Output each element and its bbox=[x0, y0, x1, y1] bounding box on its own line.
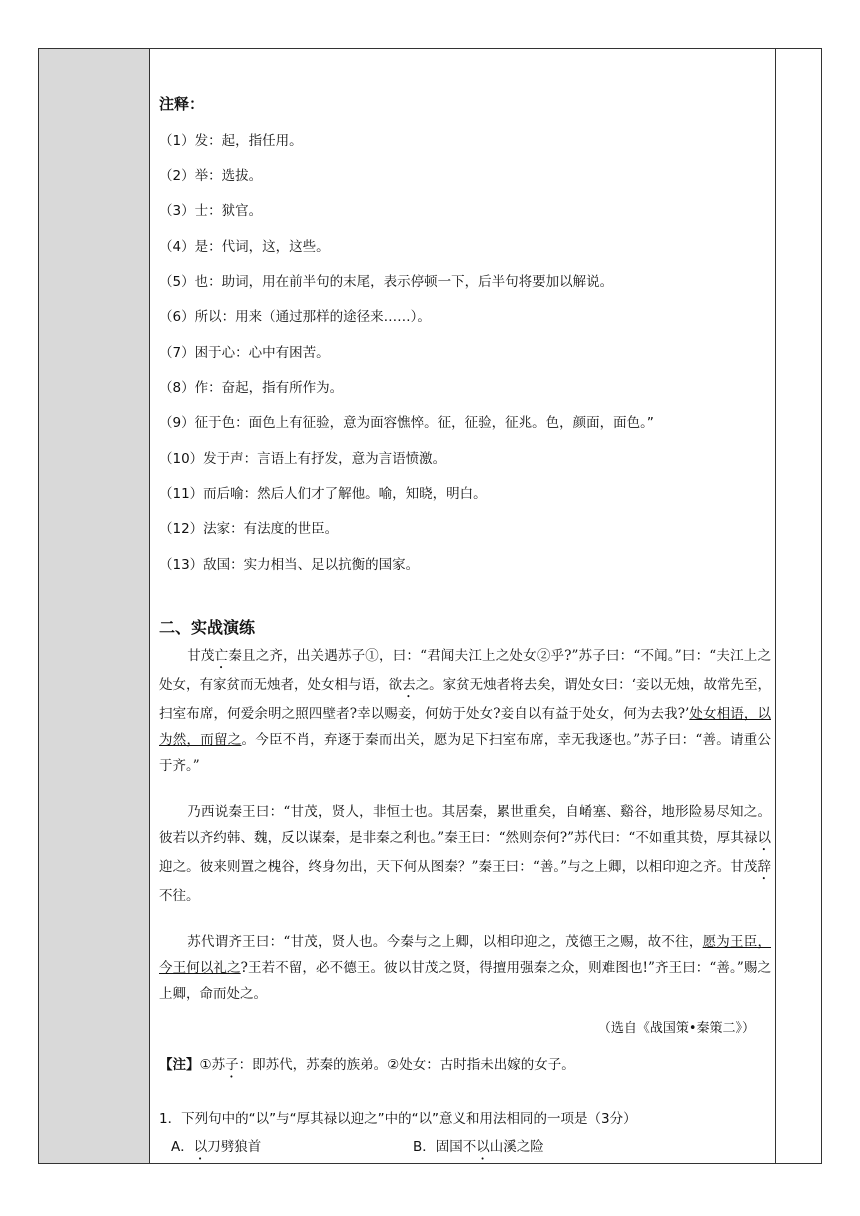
note-item: （7）困于心：心中有困苦。 bbox=[159, 345, 330, 361]
note-item: （4）是：代词，这，这些。 bbox=[159, 239, 330, 255]
emphasized-word: 辞 bbox=[757, 859, 771, 875]
footnote-text: ：即苏代，苏秦的族弟。②处女：古时指未出嫁的女子。 bbox=[238, 1057, 575, 1073]
passage-text: 不往。 bbox=[159, 888, 200, 904]
passage-text: ?王若不留，必不德王。彼以甘茂之贤，得擅用强秦之众，则难图也!”齐王曰：“善。”赐之上卿，命而处之。 bbox=[159, 960, 771, 1002]
passage-paragraph-1 bbox=[159, 643, 771, 779]
emphasized-word: 以 bbox=[476, 1139, 490, 1155]
passage-text: 甘茂 bbox=[187, 648, 215, 664]
passage-paragraph-2 bbox=[159, 799, 771, 909]
option-a bbox=[171, 1135, 261, 1163]
note-item: （10）发于声：言语上有抒发，意为言语愤激。 bbox=[159, 451, 447, 467]
option-text: 刀劈狼首 bbox=[207, 1139, 262, 1155]
passage-source: （选自《战国策•秦策二》） bbox=[597, 1021, 755, 1036]
passage-text: 乃西说秦王曰：“甘茂，贤人，非恒士也。其居秦，累世重矣，自崤塞、谿谷，地形险易尽知之。彼若以齐约韩、魏，反以谋秦，是非秦之利也。”秦王曰：“然则奈何?”苏代曰：“不如重其贽，厚其禄 bbox=[159, 804, 771, 846]
footnote-label: 【注】 bbox=[159, 1057, 200, 1073]
passage-text: 苏代谓齐王曰：“甘茂，贤人也。今秦与之上卿，以相印迎之，茂德王之赐，故不往， bbox=[187, 934, 703, 950]
underlined-sentence: 处女相语，以为然，而留之 bbox=[159, 706, 771, 748]
section-title: 二、实战演练 bbox=[159, 618, 256, 637]
option-letter: A． bbox=[171, 1139, 194, 1155]
note-item: （2）举：选拔。 bbox=[159, 168, 263, 184]
emphasized-word: 亡 bbox=[214, 648, 229, 664]
emphasized-word: 以 bbox=[193, 1139, 208, 1155]
option-b bbox=[413, 1135, 544, 1163]
emphasized-word: 以 bbox=[757, 830, 771, 846]
note-item: （1）发：起，指任用。 bbox=[159, 133, 303, 149]
notes-heading: 注释： bbox=[159, 95, 205, 113]
worksheet-table bbox=[38, 48, 822, 1164]
footnote-text: ①苏 bbox=[199, 1057, 226, 1073]
left-label-column bbox=[39, 49, 150, 1163]
note-item: （13）敌国：实力相当、足以抗衡的国家。 bbox=[159, 557, 420, 573]
option-letter: B． bbox=[413, 1139, 436, 1155]
note-item: （9）征于色：面色上有征验，意为面容憔悴。征，征验，征兆。色，颜面，面色。” bbox=[159, 415, 654, 431]
passage-text: 。今臣不肖，弃逐于秦而出关，愿为足下扫室布席，幸无我逐也。”苏子曰：“善。请重公于齐。” bbox=[159, 732, 772, 774]
note-item: （12）法家：有法度的世臣。 bbox=[159, 521, 339, 537]
option-text: 固国不 bbox=[435, 1139, 477, 1155]
note-item: （11）而后喻：然后人们才了解他。喻，知晓，明白。 bbox=[159, 486, 487, 502]
passage-text: 迎之。彼来则置之槐谷，终身勿出，天下何从图秦？”秦王曰：“善。”与之上卿，以相印迎之齐。甘茂 bbox=[159, 859, 758, 875]
note-item: （3）士：狱官。 bbox=[159, 203, 263, 219]
passage-footnote bbox=[159, 1053, 575, 1081]
right-column bbox=[775, 49, 821, 1163]
emphasized-word: 子 bbox=[225, 1057, 239, 1073]
note-item: （5）也：助词，用在前半句的末尾，表示停顿一下，后半句将要加以解说。 bbox=[159, 274, 614, 290]
underlined-sentence: 愿为王臣，今王何以礼之 bbox=[159, 934, 772, 976]
note-item: （6）所以：用来（通过那样的途径来……）。 bbox=[159, 309, 431, 325]
passage-text: 之。家贫无烛者将去矣，谓处女曰：‘妾以无烛，故常先至，扫室布席，何爱余明之照四壁者?幸以赐妾，何妨于处女?妾自以有益于处女，何为去我?’ bbox=[159, 677, 772, 722]
option-text: 山溪之险 bbox=[489, 1139, 544, 1155]
note-item: （8）作：奋起，指有所作为。 bbox=[159, 380, 344, 396]
emphasized-word: 去 bbox=[402, 677, 416, 693]
passage-paragraph-3 bbox=[159, 929, 771, 1007]
passage-text: 秦且之齐，出关遇苏子①，曰：“君闻夫江上之处女②乎?”苏子曰：“不闻。”曰：“夫江上之处女，有家贫而无烛者，处女相与语，欲 bbox=[159, 648, 772, 693]
question-1: 1．下列句中的“以”与“厚其禄以迎之”中的“以”意义和用法相同的一项是（3分） bbox=[159, 1111, 637, 1127]
